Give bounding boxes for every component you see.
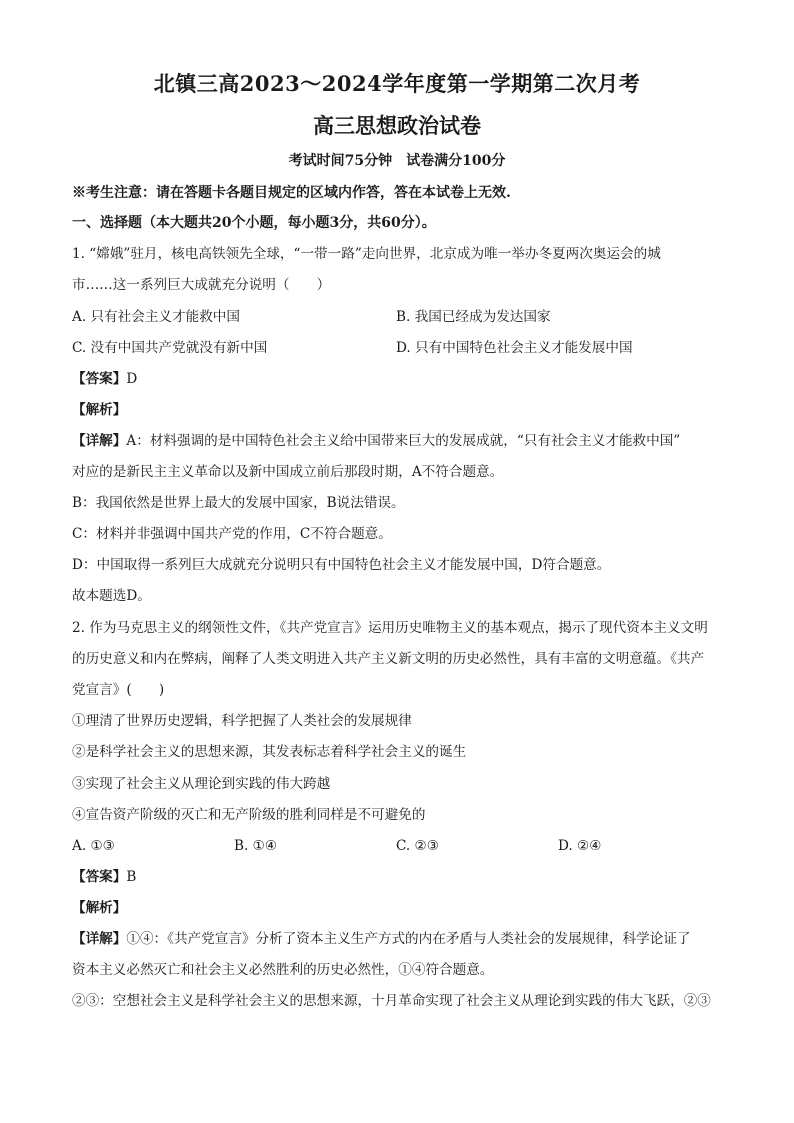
q2-analysis-label: 【解析】: [72, 900, 127, 916]
exam-title: 北镇三高2023～2024学年度第一学期第二次月考: [153, 71, 641, 96]
q1-stem-line2: 市……这一系列巨大成就充分说明（ ）: [72, 277, 331, 293]
q1-option-c: C. 没有中国共产党就没有新中国: [72, 340, 268, 356]
detail-text: A：材料强调的是中国特色社会主义给中国带来巨大的发展成就，“只有社会主义才能救中国”: [126, 433, 681, 449]
section-heading: 一、选择题（本大题共20个小题，每小题3分，共60分）。: [72, 215, 436, 231]
q1-option-d: D. 只有中国特色社会主义才能发展中国: [396, 340, 633, 356]
detail-label: 【详解】: [72, 931, 127, 947]
q2-item-3: ③实现了社会主义从理论到实践的伟大跨越: [72, 776, 331, 792]
q1-answer: [72, 370, 137, 388]
q2-item-2: ②是科学社会主义的思想来源，其发表标志着科学社会主义的诞生: [72, 744, 467, 760]
q2-stem-line3: 党宣言》( ): [72, 682, 165, 698]
q2-detail-line1: [72, 930, 691, 948]
q1-detail-line3: B：我国依然是世界上最大的发展中国家，B说法错误。: [72, 495, 405, 511]
q2-item-4: ④宣告资产阶级的灭亡和无产阶级的胜利同样是不可避免的: [72, 807, 426, 823]
q1-detail-line2: 对应的是新民主主义革命以及新中国成立前后那段时期，A不符合题意。: [72, 464, 504, 480]
q1-option-b: B. 我国已经成为发达国家: [396, 309, 551, 325]
q2-option-d: D. ②④: [558, 838, 602, 854]
q1-detail-line4: C：材料并非强调中国共产党的作用，C不符合题意。: [72, 526, 392, 542]
q2-option-b: B. ①④: [234, 838, 278, 854]
q2-stem-line2: 的历史意义和内在弊病，阐释了人类文明进入共产主义新文明的历史必然性，具有丰富的文明意蕴。《共产: [72, 651, 705, 667]
q2-answer: [72, 868, 136, 886]
answer-value: B: [126, 869, 137, 885]
q1-detail-line1: [72, 432, 680, 450]
q1-detail-line6: 故本题选D。: [72, 588, 151, 604]
q2-item-1: ①理清了世界历史逻辑，科学把握了人类社会的发展规律: [72, 713, 412, 729]
q1-stem-line1: 1. “嫦娥”驻月，核电高铁领先全球，“一带一路”走向世界，北京成为唯一举办冬夏两次奥运会的城: [72, 246, 661, 262]
detail-label: 【详解】: [72, 433, 127, 449]
answer-label: 【答案】: [72, 371, 127, 387]
q2-detail-line3: ②③：空想社会主义是科学社会主义的思想来源，十月革命实现了社会主义从理论到实践的伟大飞跃，②③: [72, 993, 711, 1009]
q1-detail-line5: D：中国取得一系列巨大成就充分说明只有中国特色社会主义才能发展中国，D符合题意。: [72, 557, 611, 573]
q2-option-c: C. ②③: [396, 838, 439, 854]
q2-stem-line1: 2. 作为马克思主义的纲领性文件，《共产党宣言》运用历史唯物主义的基本观点，揭示了现代资本主义文明: [72, 620, 708, 636]
exam-meta: 考试时间75分钟 试卷满分100分: [288, 153, 506, 169]
q1-analysis-label: 【解析】: [72, 402, 127, 418]
q2-detail-line2: 资本主义必然灭亡和社会主义必然胜利的历史必然性，①④符合题意。: [72, 962, 494, 978]
q2-option-a: A. ①③: [72, 838, 115, 854]
detail-text: ①④：《共产党宣言》分析了资本主义生产方式的内在矛盾与人类社会的发展规律，科学论证了: [126, 931, 691, 947]
exam-notice: ※考生注意：请在答题卡各题目规定的区域内作答，答在本试卷上无效.: [72, 185, 511, 201]
exam-subtitle: 高三思想政治试卷: [313, 113, 481, 138]
answer-value: D: [126, 371, 138, 387]
q1-option-a: A. 只有社会主义才能救中国: [72, 309, 240, 325]
answer-label: 【答案】: [72, 869, 127, 885]
